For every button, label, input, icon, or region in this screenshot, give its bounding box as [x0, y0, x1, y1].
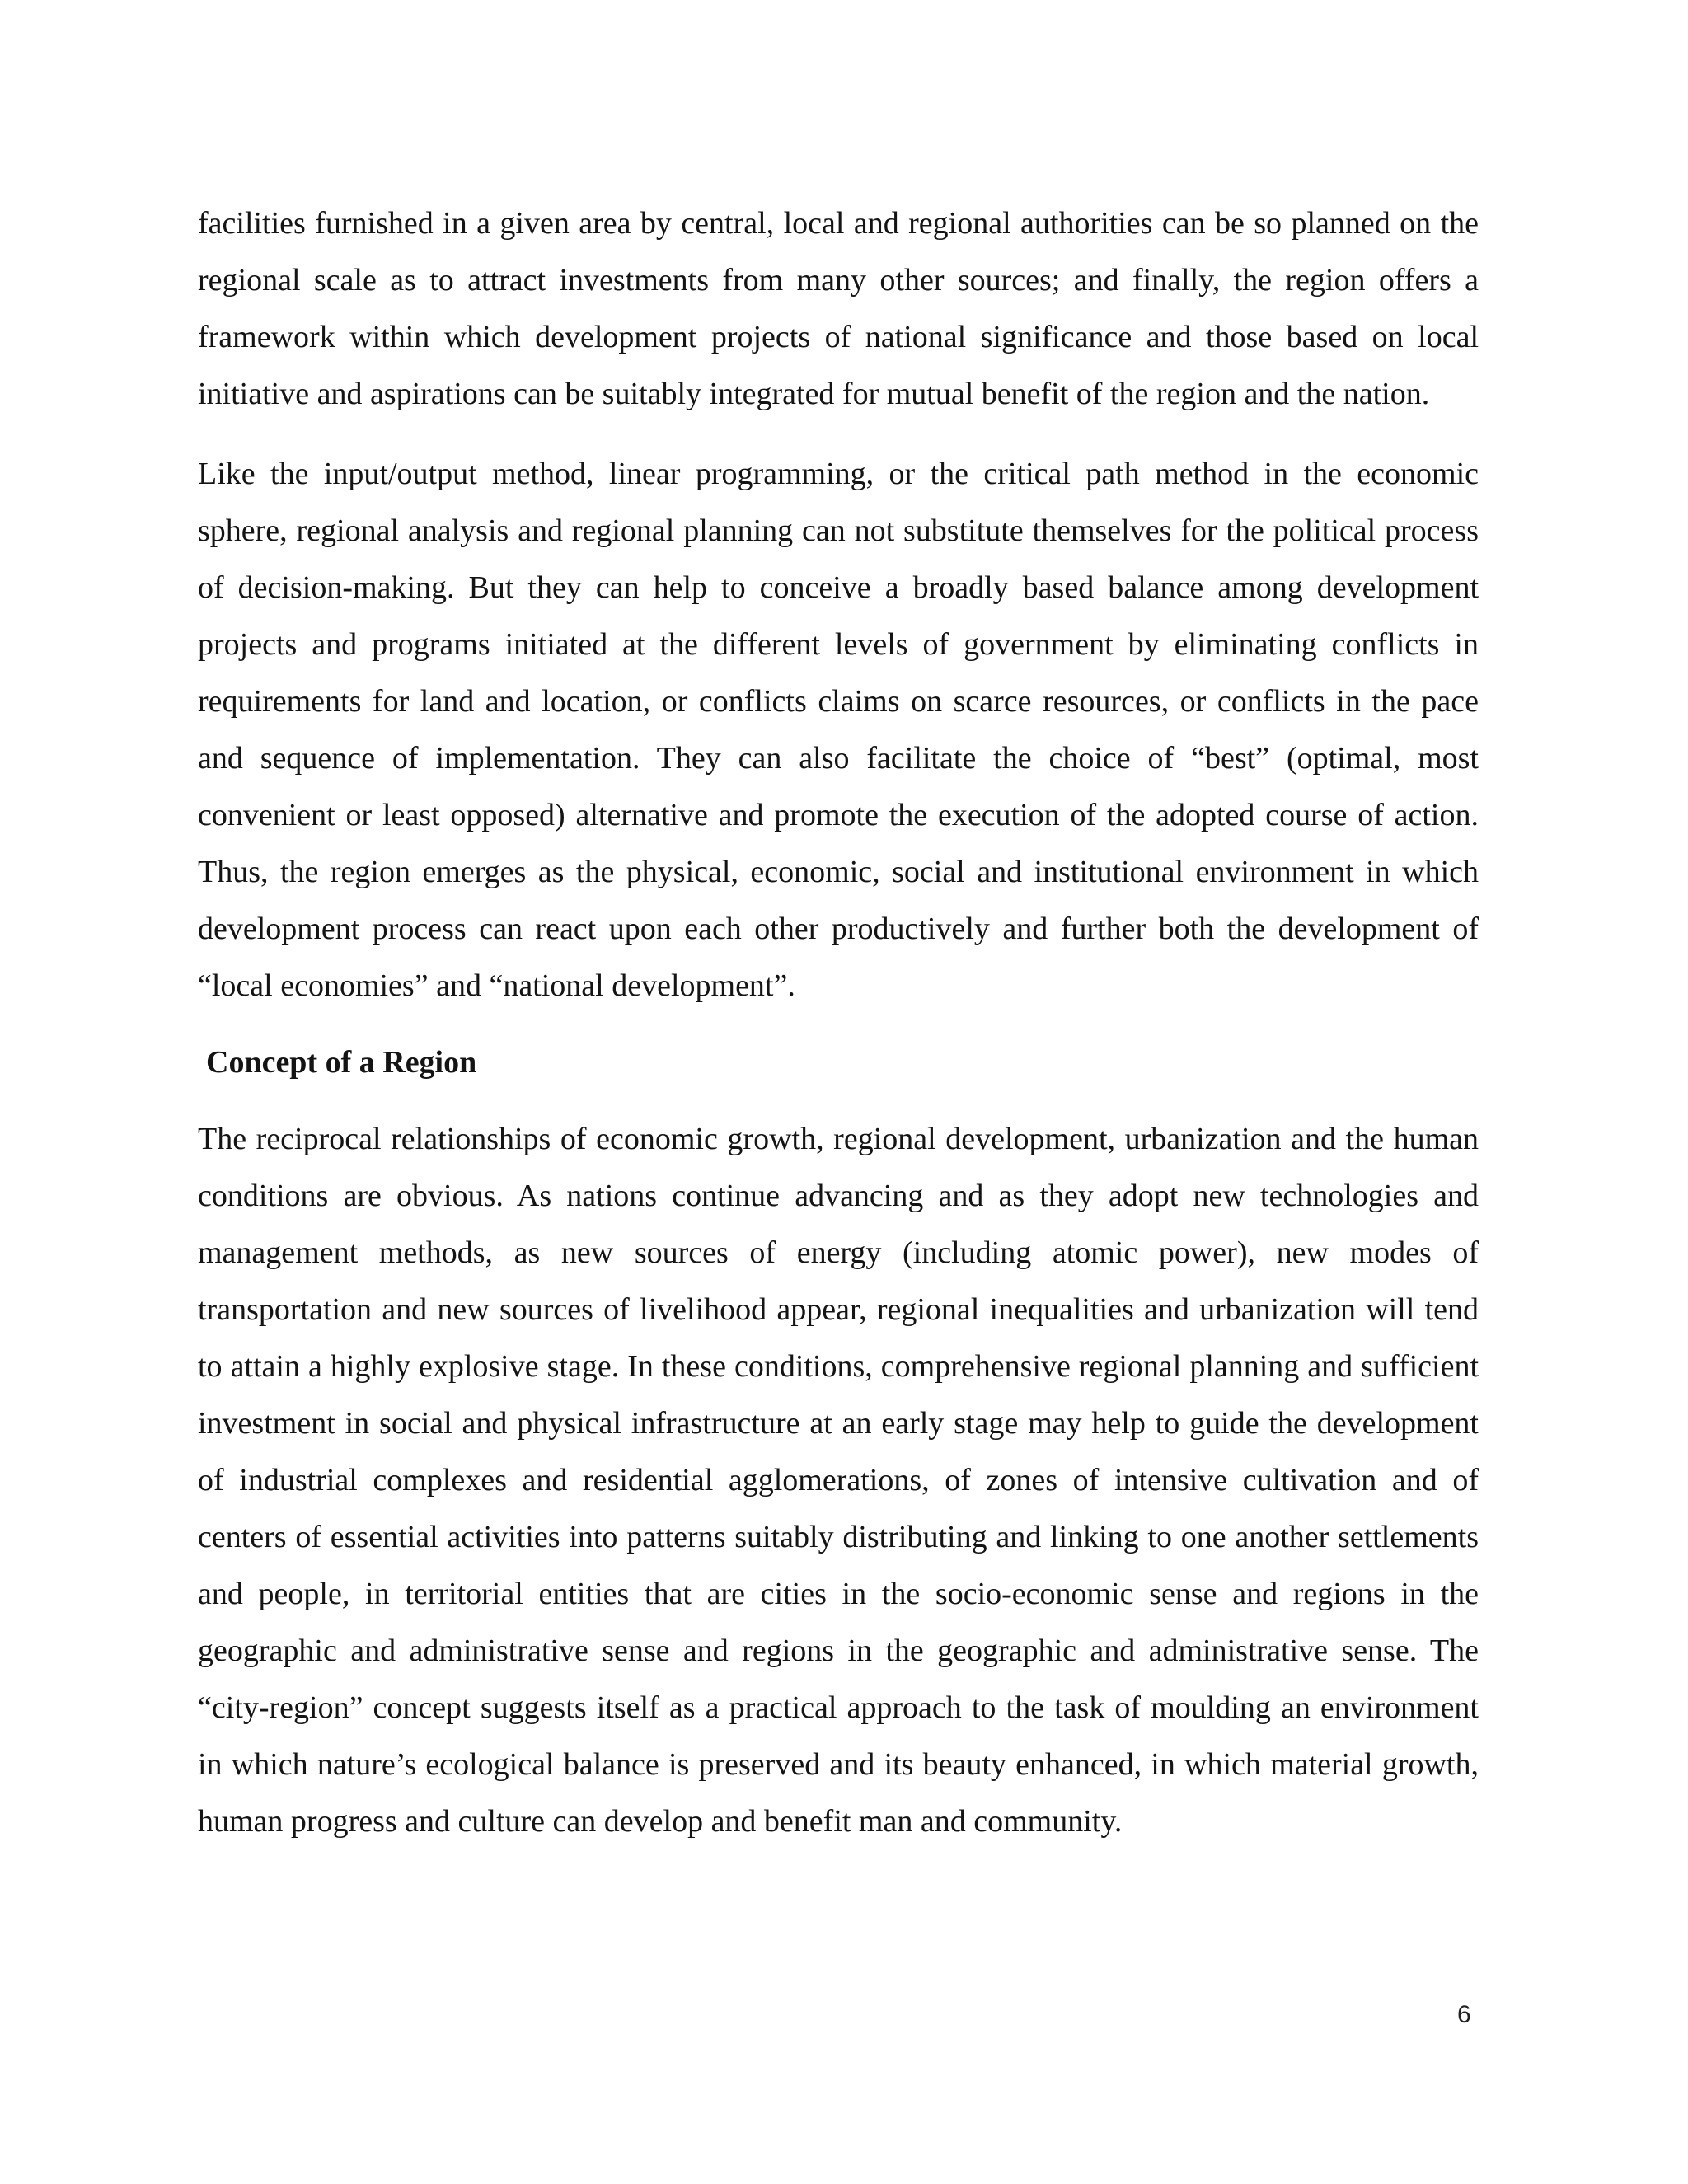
section-heading: Concept of a Region: [206, 1045, 477, 1080]
paragraph-reciprocal-relationships: The reciprocal relationships of economic growth, regional development, urbanization and the human conditions are obvious. As nations continue advancing and as they adopt new technologies and management methods, as new sources of energy (including atomic power), new modes of transportation and new sources of livelihood appear, regional inequalities and urbanization will tend to attain a highly explosive stage. In these conditions, comprehensive regional planning and sufficient investment in social and physical infrastructure at an early stage may help to guide the development of industrial complexes and residential agglomerations, of zones of intensive cultivation and of centers of essential activities into patterns suitably distributing and linking to one another settlements and people, in territorial entities that are cities in the socio-economic sense and regions in the geographic and administrative sense and regions in the geographic and administrative sense. The “city-region” concept suggests itself as a practical approach to the task of moulding an environment in which nature’s ecological balance is preserved and its beauty enhanced, in which material growth, human progress and culture can develop and benefit man and community.: [198, 1122, 1479, 1839]
paragraph-input-output-method: Like the input/output method, linear programming, or the critical path method in the economic sphere, regional analysis and regional planning can not substitute themselves for the political process of decision-making. But they can help to conceive a broadly based balance among development projects and programs initiated at the different levels of government by eliminating conflicts in requirements for land and location, or conflicts claims on scarce resources, or conflicts in the pace and sequence of implementation. They can also facilitate the choice of “best” (optimal, most convenient or least opposed) alternative and promote the execution of the adopted course of action. Thus, the region emerges as the physical, economic, social and institutional environment in which development process can react upon each other productively and further both the development of “local economies” and “national development”.: [198, 457, 1479, 1003]
paragraph-facilities: facilities furnished in a given area by central, local and regional authorities can be so planned on the regional scale as to attract investments from many other sources; and finally, the region offers a framework within which development projects of national significance and those based on local initiative and aspirations can be suitably integrated for mutual benefit of the region and the nation.: [198, 206, 1479, 411]
page-body: [198, 195, 1479, 1850]
page-number: 6: [1457, 2001, 1471, 2028]
